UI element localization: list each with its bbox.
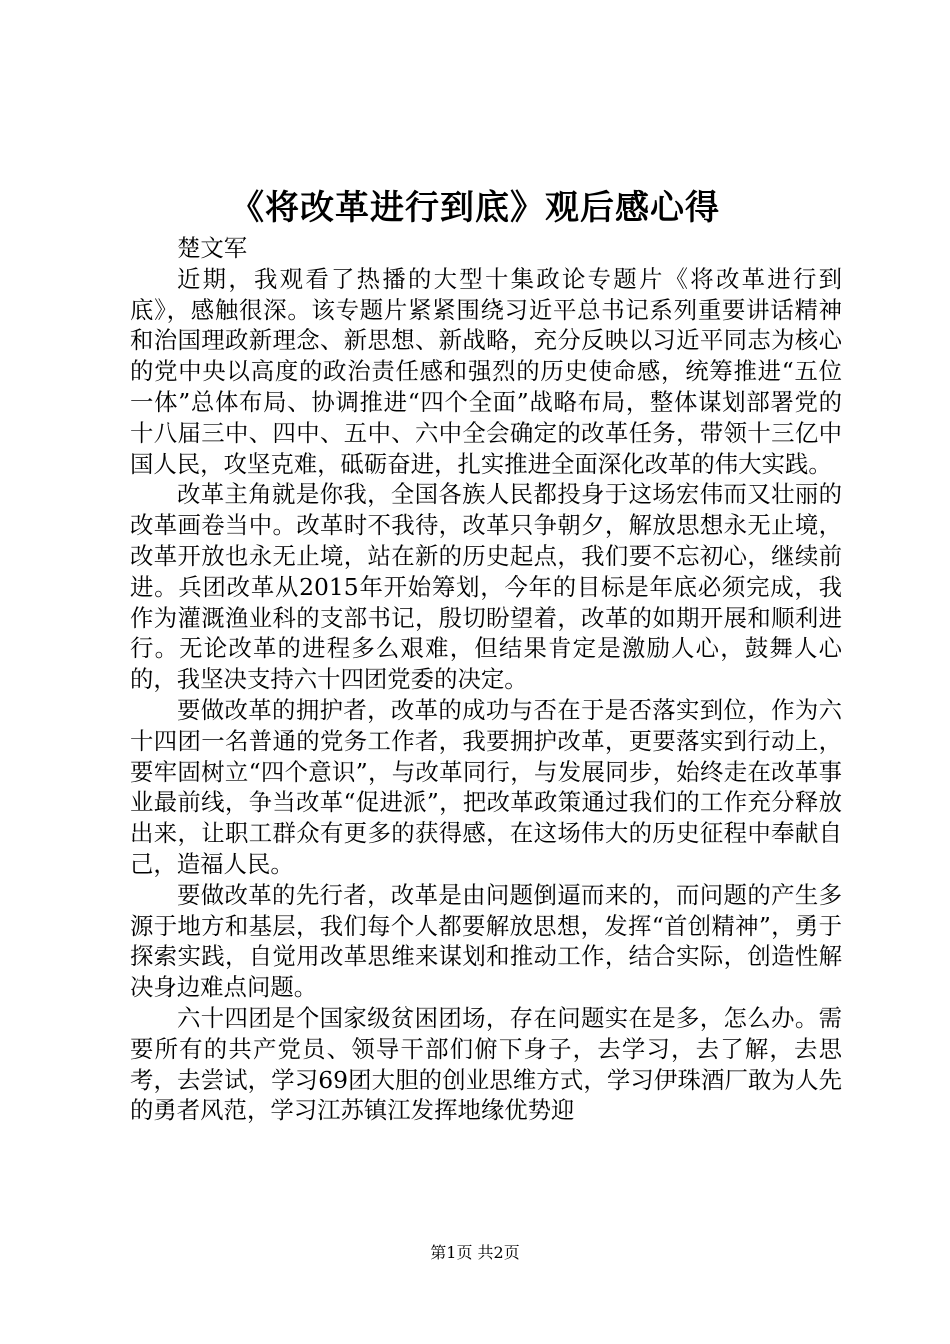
document-body bbox=[130, 233, 842, 1126]
paragraph: 近期，我观看了热播的大型十集政论专题片《将改革进行到底》，感触很深。该专题片紧紧围绕习近平总书记系列重要讲话精神和治国理政新理念、新思想、新战略，充分反映以习近平同志为核心的党中央以高度的政治责任感和强烈的历史使命感，统筹推进“五位一体”总体布局、协调推进“四个全面”战略布局，整体谋划部署党的十八届三中、四中、五中、六中全会确定的改革任务，带领十三亿中国人民，攻坚克难，砥砺奋进，扎实推进全面深化改革的伟大实践。 bbox=[130, 264, 842, 478]
document-title: 《将改革进行到底》观后感心得 bbox=[230, 188, 720, 228]
author-name: 楚文军 bbox=[177, 234, 248, 262]
paragraph: 改革主角就是你我，全国各族人民都投身于这场宏伟而又壮丽的改革画卷当中。改革时不我待，改革只争朝夕，解放思想永无止境，改革开放也永无止境，站在新的历史起点，我们要不忘初心，继续前进。兵团改革从2015年开始筹划，今年的目标是年底必须完成，我作为灌溉渔业科的支部书记，殷切盼望着，改革的如期开展和顺利进行。无论改革的进程多么艰难，但结果肯定是激励人心，鼓舞人心的，我坚决支持六十四团党委的决定。 bbox=[130, 480, 842, 694]
paragraph: 要做改革的拥护者，改革的成功与否在于是否落实到位，作为六十四团一名普通的党务工作者，我要拥护改革，更要落实到行动上，要牢固树立“四个意识”，与改革同行，与发展同步，始终走在改革事业最前线，争当改革“促进派”，把改革政策通过我们的工作充分释放出来，让职工群众有更多的获得感，在这场伟大的历史征程中奉献自己，造福人民。 bbox=[130, 695, 842, 878]
paragraph: 六十四团是个国家级贫困团场，存在问题实在是多，怎么办。需要所有的共产党员、领导干部们俯下身子，去学习，去了解，去思考，去尝试，学习69团大胆的创业思维方式，学习伊珠酒厂敢为人先的勇者风范，学习江苏镇江发挥地缘优势迎 bbox=[130, 1003, 842, 1125]
paragraph: 要做改革的先行者，改革是由问题倒逼而来的，而问题的产生多源于地方和基层，我们每个人都要解放思想，发挥“首创精神”，勇于探索实践，自觉用改革思维来谋划和推动工作，结合实际，创造性解决身边难点问题。 bbox=[130, 880, 842, 1002]
page-number-footer: 第1页 共2页 bbox=[430, 1243, 520, 1262]
